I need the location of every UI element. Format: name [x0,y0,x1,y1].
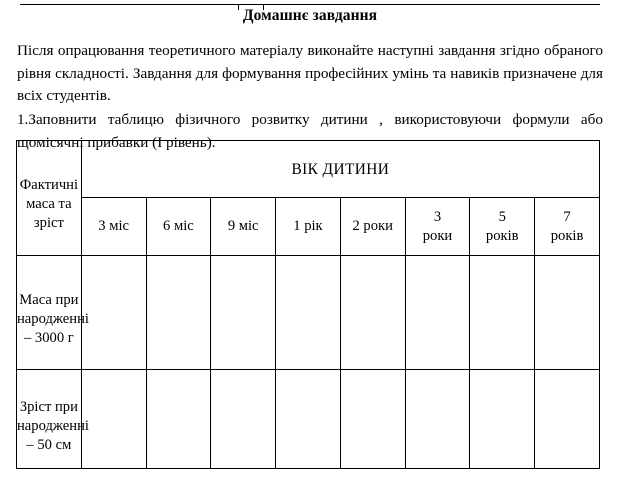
cell-height-2-years[interactable] [340,370,405,469]
age-column-header-6-months [146,198,211,256]
age-group-header-cell [81,141,599,198]
age-column-header-5-years [470,198,535,256]
age-column-label-line1: 5 [498,208,506,225]
cell-weight-9-months[interactable] [211,256,276,370]
age-column-label-line1: 2 роки [352,218,393,234]
cell-height-6-months[interactable] [146,370,211,469]
age-column-header-3-years [405,198,470,256]
cell-weight-7-years[interactable] [535,256,600,370]
cell-weight-5-years[interactable] [470,256,535,370]
cell-height-7-years[interactable] [535,370,600,469]
age-column-label-line1: 3 міс [98,218,129,234]
cell-weight-3-months[interactable] [81,256,146,370]
table-body [17,256,600,469]
age-column-header-7-years [535,198,600,256]
cell-height-9-months[interactable] [211,370,276,469]
table-header [17,141,600,256]
task-1-paragraph: 1.Заповнити таблицю фізичного розвитку дитини , використовуючи формули або щомісячні прибавки (І рівень). [17,111,603,151]
cell-height-3-years[interactable] [405,370,470,469]
age-column-label-line2: роки [422,227,453,244]
row-label-text: Маса при народженні – 3000 г [17,292,89,346]
cell-height-5-years[interactable] [470,370,535,469]
corner-header-cell [17,141,82,256]
table-row [17,370,600,469]
age-column-label-line2: років [550,227,584,244]
table-header-row-1 [17,141,600,198]
age-column-label-line1: 3 [433,208,442,225]
age-column-header-9-months [211,198,276,256]
row-label-birth-weight [17,256,89,370]
age-column-label-line1: 6 міс [163,218,194,234]
physical-development-table [16,140,600,469]
cell-weight-1-year[interactable] [276,256,341,370]
preceding-table-bottom-border [20,4,600,5]
age-column-label-line1: 7 [563,208,571,225]
row-label-birth-height [17,370,89,469]
intro-paragraph: Після опрацювання теоретичного матеріалу виконайте наступні завдання згідно обраного рівня складності. Завдання для формування професійних умінь та навиків призначене для всіх студентів. [17,42,603,105]
page-title: Домашнє завдання [242,7,378,24]
age-column-header-1-year [276,198,341,256]
cell-weight-6-months[interactable] [146,256,211,370]
corner-header-label: Фактичні маса та зріст [19,177,79,231]
table-header-row-2 [17,198,600,256]
age-group-header-label: ВІК ДИТИНИ [291,160,390,178]
age-column-header-3-months [81,198,146,256]
age-column-label-line2: років [485,227,519,244]
row-label-text: Зріст при народженні – 50 см [17,398,89,453]
cell-weight-3-years[interactable] [405,256,470,370]
cell-weight-2-years[interactable] [340,256,405,370]
age-column-header-2-years [340,198,405,256]
cell-height-3-months[interactable] [81,370,146,469]
age-column-label-line1: 9 міс [227,218,259,234]
table-row [17,256,600,370]
cell-height-1-year[interactable] [276,370,341,469]
age-column-label-line1: 1 рік [293,218,323,234]
